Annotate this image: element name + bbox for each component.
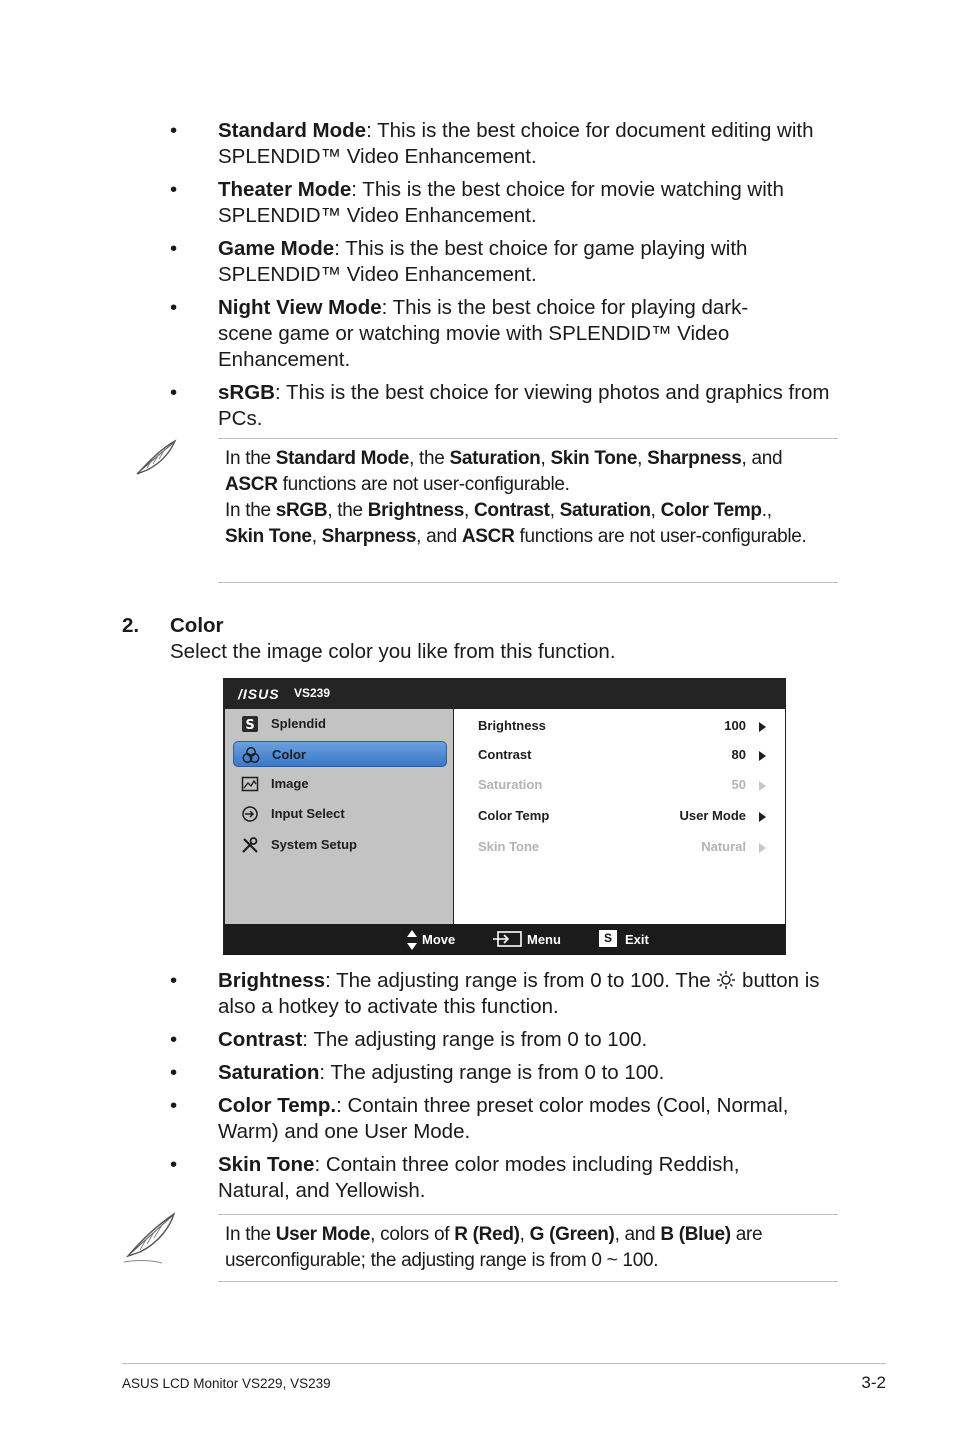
arrow-right-icon <box>759 722 766 732</box>
feather-pen-icon <box>133 438 179 478</box>
menu-enter-icon <box>492 931 522 947</box>
section-title: Color <box>170 614 224 637</box>
bullet-srgb: • sRGB: This is the best choice for viewing photos and graphics from PCs. <box>170 380 840 432</box>
up-down-arrow-icon <box>406 929 418 951</box>
note-user-mode-text: In the User Mode, colors of R (Red), G (Green), and B (Blue) are userconfigurable; the adjusting range is from 0 ~ 100. <box>225 1224 763 1271</box>
svg-text:S: S <box>245 718 255 733</box>
bullet-skin-tone: • Skin Tone: Contain three color modes including Reddish, Natural, and Yellowish. <box>170 1152 840 1204</box>
color-circles-icon <box>242 746 260 764</box>
asus-logo: /ISUS <box>238 686 280 702</box>
setting-color-temp[interactable]: Color Temp User Mode <box>478 808 768 828</box>
image-icon <box>241 775 259 793</box>
bullet-night-view-mode: • Night View Mode: This is the best choice for playing dark-scene game or watching movie with SPLENDID™ Video Enhancement. <box>170 295 840 373</box>
wrench-icon <box>241 836 259 854</box>
footer-menu-label: Menu <box>527 932 561 947</box>
footer-move-label: Move <box>422 932 456 947</box>
color-bullet-list <box>170 968 840 1211</box>
splendid-s-icon <box>241 715 259 733</box>
bullet-standard-mode: • Standard Mode: This is the best choice for document editing with SPLENDID™ Video Enhancement. <box>170 118 840 170</box>
osd-footer <box>224 924 785 955</box>
note-text <box>218 439 838 550</box>
setting-brightness[interactable]: Brightness 100 <box>478 718 768 738</box>
bullet-theater-mode: • Theater Mode: This is the best choice for movie watching with SPLENDID™ Video Enhancement. <box>170 177 840 229</box>
osd-main-menu <box>225 709 453 924</box>
menu-item-image[interactable]: Image <box>233 771 447 797</box>
note-paragraph-standard: In the Standard Mode, the Saturation, Skin Tone, Sharpness, and ASCR functions are not user-configurable. <box>225 448 783 495</box>
menu-item-system-setup[interactable]: System Setup <box>233 832 447 858</box>
osd-menu-screenshot <box>223 678 786 955</box>
bullet-brightness: • Brightness: The adjusting range is from 0 to 100. The button is also a hotkey to activate this function. <box>170 968 840 1020</box>
note-box-modes <box>218 438 838 583</box>
menu-item-splendid[interactable]: S Splendid <box>233 711 447 737</box>
section-description: Select the image color you like from this function. <box>170 640 616 663</box>
osd-header <box>224 679 785 709</box>
feather-pen-icon <box>122 1210 178 1266</box>
menu-item-color[interactable]: Color <box>233 741 447 767</box>
input-select-icon <box>241 805 259 823</box>
menu-item-input-select[interactable]: Input Select <box>233 801 447 827</box>
bullet-game-mode: • Game Mode: This is the best choice for game playing with SPLENDID™ Video Enhancement. <box>170 236 840 288</box>
setting-contrast[interactable]: Contrast 80 <box>478 747 768 767</box>
arrow-right-icon <box>759 812 766 822</box>
setting-saturation[interactable]: Saturation 50 <box>478 777 768 797</box>
setting-skin-tone[interactable]: Skin Tone Natural <box>478 839 768 859</box>
page-number: 3-2 <box>861 1373 886 1392</box>
note-paragraph-srgb: In the sRGB, the Brightness, Contrast, Saturation, Color Temp., Skin Tone, Sharpness, and ASCR functions are not user-configurable. <box>225 500 807 547</box>
sun-brightness-icon <box>716 970 736 990</box>
bullet-saturation: • Saturation: The adjusting range is from 0 to 100. <box>170 1060 840 1086</box>
mode-bullet-list <box>170 118 840 439</box>
section-number: 2. <box>122 614 140 637</box>
footer-exit-label: Exit <box>625 932 649 947</box>
note-box-user-mode <box>218 1214 838 1282</box>
exit-s-key-icon: S <box>599 930 617 947</box>
arrow-right-icon <box>759 843 766 853</box>
bullet-color-temp: • Color Temp.: Contain three preset color modes (Cool, Normal, Warm) and one User Mode. <box>170 1093 840 1145</box>
osd-model-name: VS239 <box>294 686 331 700</box>
footer-divider <box>122 1363 886 1364</box>
footer-product-name: ASUS LCD Monitor VS229, VS239 <box>122 1376 331 1391</box>
osd-color-submenu <box>454 709 785 924</box>
arrow-right-icon <box>759 781 766 791</box>
arrow-right-icon <box>759 751 766 761</box>
bullet-contrast: • Contrast: The adjusting range is from 0 to 100. <box>170 1027 840 1053</box>
